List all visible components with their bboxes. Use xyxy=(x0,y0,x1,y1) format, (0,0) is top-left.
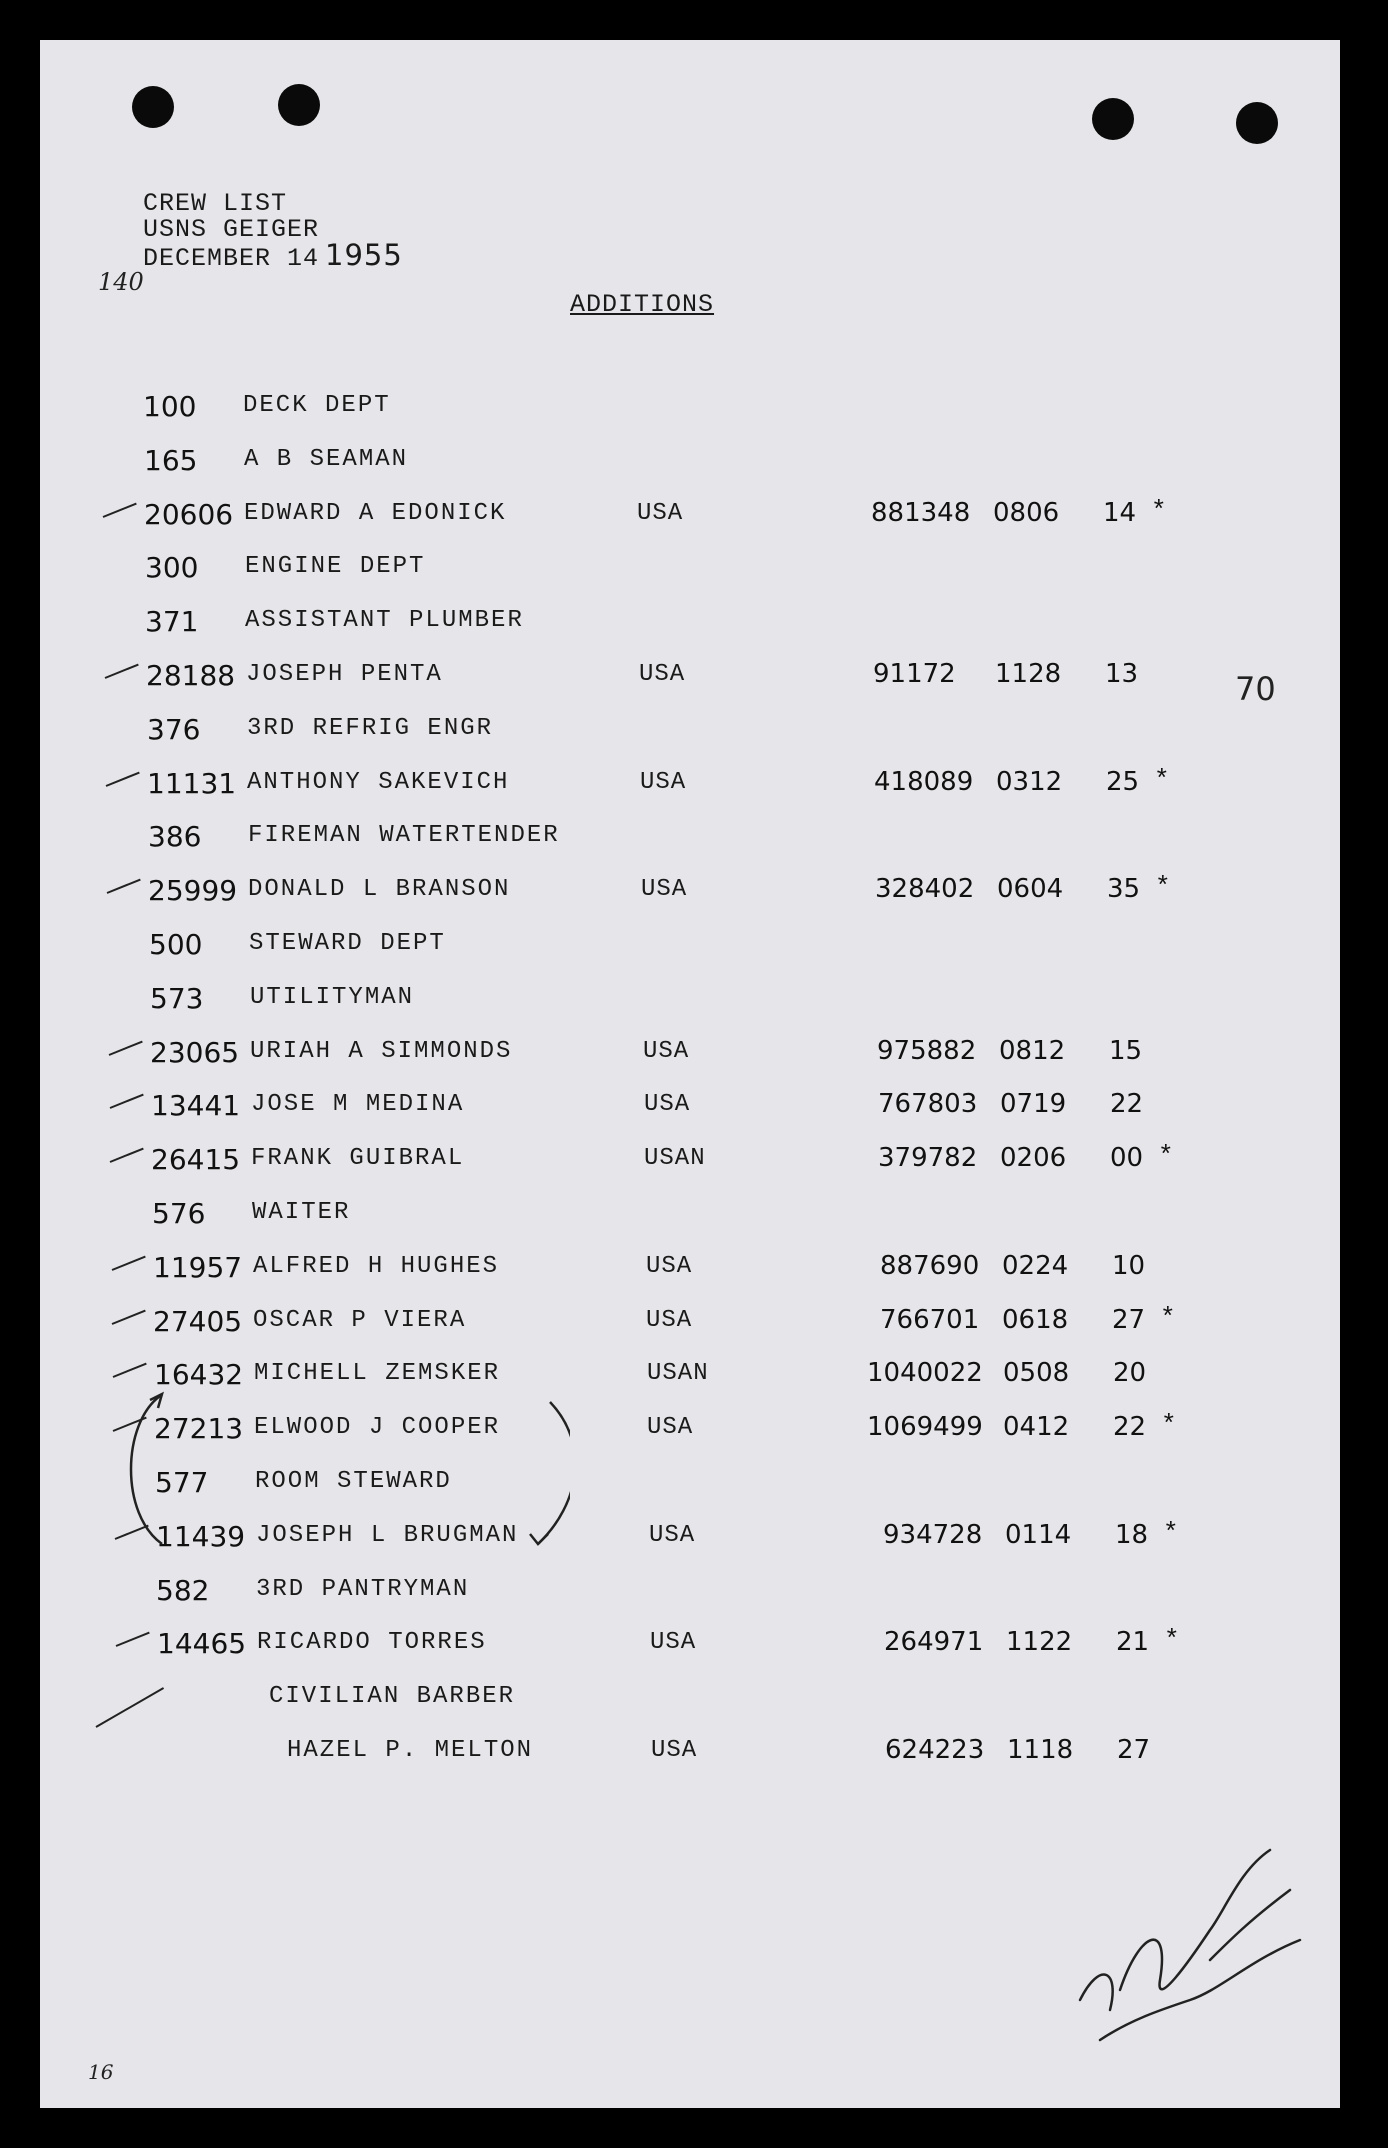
row-star-mark: * xyxy=(1155,872,1171,902)
row-age: 14 xyxy=(1103,498,1137,528)
row-citizenship: USAN xyxy=(644,1145,706,1172)
row-name: STEWARD DEPT xyxy=(249,930,446,957)
check-mark xyxy=(103,503,137,518)
row-number: 418089 xyxy=(874,767,974,797)
row-name: DONALD L BRANSON xyxy=(248,876,511,903)
header-date-day: DECEMBER 14 xyxy=(143,244,320,273)
row-code: 16432 xyxy=(154,1358,244,1391)
row-name: ANTHONY SAKEVICH xyxy=(247,769,510,796)
row-age: 22 xyxy=(1113,1412,1147,1442)
row-code: 26415 xyxy=(151,1143,241,1176)
punch-hole xyxy=(1092,98,1134,140)
row-date-code: 0812 xyxy=(999,1036,1066,1066)
row-age: 27 xyxy=(1117,1735,1151,1765)
check-mark xyxy=(107,879,141,894)
row-code: 25999 xyxy=(148,874,238,907)
row-date-code: 0618 xyxy=(1002,1305,1069,1335)
row-code: 11439 xyxy=(156,1520,246,1553)
row-number: 379782 xyxy=(878,1143,978,1173)
row-star-mark: * xyxy=(1160,1303,1176,1333)
row-code: 573 xyxy=(150,982,204,1015)
row-name: RICARDO TORRES xyxy=(257,1629,487,1656)
header-title: CREW LIST xyxy=(143,189,288,218)
row-age: 00 xyxy=(1110,1143,1144,1173)
header-date xyxy=(143,238,403,273)
row-number: 934728 xyxy=(883,1520,983,1550)
row-age: 15 xyxy=(1109,1036,1143,1066)
table-row xyxy=(40,444,1340,484)
check-mark xyxy=(106,772,140,787)
table-row xyxy=(40,767,1340,807)
row-code: 27213 xyxy=(154,1412,244,1445)
row-citizenship: USA xyxy=(649,1522,696,1549)
row-age: 35 xyxy=(1107,874,1141,904)
table-row xyxy=(40,605,1340,645)
row-name: EDWARD A EDONICK xyxy=(244,500,507,527)
row-code: 13441 xyxy=(151,1089,241,1122)
row-citizenship: USA xyxy=(644,1091,691,1118)
row-code: 28188 xyxy=(146,659,236,692)
row-name: HAZEL P. MELTON xyxy=(287,1737,534,1764)
row-citizenship: USA xyxy=(647,1414,694,1441)
row-name: ALFRED H HUGHES xyxy=(253,1253,500,1280)
punch-hole xyxy=(132,86,174,128)
row-name: FIREMAN WATERTENDER xyxy=(248,822,560,849)
table-row xyxy=(40,820,1340,860)
check-mark xyxy=(109,1041,143,1056)
row-date-code: 0412 xyxy=(1003,1412,1070,1442)
row-citizenship: USAN xyxy=(647,1360,709,1387)
row-name: UTILITYMAN xyxy=(250,984,415,1011)
check-mark xyxy=(112,1310,146,1325)
margin-note-top-left: 140 xyxy=(98,268,144,296)
row-citizenship: USA xyxy=(639,661,686,688)
row-number: 767803 xyxy=(878,1089,978,1119)
row-citizenship: USA xyxy=(646,1307,693,1334)
check-mark xyxy=(116,1632,150,1647)
row-name: A B SEAMAN xyxy=(244,446,409,473)
row-age: 21 xyxy=(1116,1627,1150,1657)
row-name: URIAH A SIMMONDS xyxy=(250,1038,513,1065)
table-row xyxy=(40,659,1340,699)
row-number: 766701 xyxy=(880,1305,980,1335)
table-row xyxy=(40,713,1340,753)
section-title: ADDITIONS xyxy=(570,290,715,319)
row-name: JOSE M MEDINA xyxy=(251,1091,465,1118)
row-citizenship: USA xyxy=(641,876,688,903)
table-row xyxy=(40,551,1340,591)
row-number: 264971 xyxy=(884,1627,984,1657)
row-citizenship: USA xyxy=(640,769,687,796)
signature xyxy=(1060,1810,1320,2050)
table-row xyxy=(40,1197,1340,1237)
table-row xyxy=(40,1735,1340,1775)
row-date-code: 1118 xyxy=(1007,1735,1074,1765)
row-date-code: 0806 xyxy=(993,498,1060,528)
row-age: 18 xyxy=(1115,1520,1149,1550)
table-row xyxy=(40,1305,1340,1345)
row-name: JOSEPH L BRUGMAN xyxy=(256,1522,519,1549)
row-date-code: 0114 xyxy=(1005,1520,1072,1550)
row-citizenship: USA xyxy=(637,500,684,527)
row-code: 20606 xyxy=(144,498,234,531)
row-code: 376 xyxy=(147,713,201,746)
row-star-mark: * xyxy=(1161,1410,1177,1440)
table-row xyxy=(40,498,1340,538)
row-code: 300 xyxy=(145,551,199,584)
check-mark xyxy=(113,1363,147,1378)
check-mark xyxy=(105,664,139,679)
row-date-code: 1122 xyxy=(1006,1627,1073,1657)
row-star-mark: * xyxy=(1164,1625,1180,1655)
row-code: 100 xyxy=(143,390,197,423)
row-name: ROOM STEWARD xyxy=(255,1468,452,1495)
row-name: MICHELL ZEMSKER xyxy=(254,1360,501,1387)
row-code: 27405 xyxy=(153,1305,243,1338)
row-number: 975882 xyxy=(877,1036,977,1066)
row-name: FRANK GUIBRAL xyxy=(251,1145,465,1172)
row-code: 500 xyxy=(149,928,203,961)
row-code: 11957 xyxy=(153,1251,243,1284)
row-age: 25 xyxy=(1106,767,1140,797)
row-number: 624223 xyxy=(885,1735,985,1765)
row-date-code: 0604 xyxy=(997,874,1064,904)
row-code: 582 xyxy=(156,1574,210,1607)
row-age: 13 xyxy=(1105,659,1139,689)
row-code: 23065 xyxy=(150,1036,240,1069)
row-date-code: 0719 xyxy=(1000,1089,1067,1119)
row-number: 887690 xyxy=(880,1251,980,1281)
table-row xyxy=(40,1681,1340,1721)
row-name: CIVILIAN BARBER xyxy=(269,1683,516,1710)
row-citizenship: USA xyxy=(651,1737,698,1764)
check-mark xyxy=(110,1148,144,1163)
row-code: 576 xyxy=(152,1197,206,1230)
table-row xyxy=(40,1143,1340,1183)
check-mark xyxy=(110,1094,144,1109)
row-name: ELWOOD J COOPER xyxy=(254,1414,501,1441)
row-age: 10 xyxy=(1112,1251,1146,1281)
row-star-mark: * xyxy=(1154,765,1170,795)
row-citizenship: USA xyxy=(650,1629,697,1656)
row-name: 3RD REFRIG ENGR xyxy=(247,715,494,742)
row-code: 371 xyxy=(145,605,199,638)
punch-hole xyxy=(1236,102,1278,144)
bracket-annotation xyxy=(120,1384,570,1584)
row-code: 165 xyxy=(144,444,198,477)
row-date-code: 1128 xyxy=(995,659,1062,689)
row-name: ASSISTANT PLUMBER xyxy=(245,607,524,634)
row-code: 14465 xyxy=(157,1627,247,1660)
row-number: 1040022 xyxy=(867,1358,983,1388)
row-name: ENGINE DEPT xyxy=(245,553,426,580)
row-code: 386 xyxy=(148,820,202,853)
row-date-code: 0312 xyxy=(996,767,1063,797)
row-number: 1069499 xyxy=(867,1412,983,1442)
row-star-mark: * xyxy=(1151,496,1167,526)
table-row xyxy=(40,1627,1340,1667)
header-ship: USNS GEIGER xyxy=(143,215,320,244)
margin-note-bottom-left: 16 xyxy=(88,2060,114,2084)
row-code: 577 xyxy=(155,1466,209,1499)
row-age: 27 xyxy=(1112,1305,1146,1335)
row-star-mark: * xyxy=(1158,1141,1174,1171)
table-row xyxy=(40,390,1340,430)
row-name: JOSEPH PENTA xyxy=(246,661,443,688)
row-citizenship: USA xyxy=(643,1038,690,1065)
punch-hole xyxy=(278,84,320,126)
margin-page-number: 70 xyxy=(1235,670,1276,708)
table-row xyxy=(40,1251,1340,1291)
table-row xyxy=(40,1036,1340,1076)
row-citizenship: USA xyxy=(646,1253,693,1280)
row-name: WAITER xyxy=(252,1199,351,1226)
row-name: 3RD PANTRYMAN xyxy=(256,1576,470,1603)
table-row xyxy=(40,874,1340,914)
table-row xyxy=(40,1089,1340,1129)
header-date-year: 1955 xyxy=(325,238,403,272)
row-name: OSCAR P VIERA xyxy=(253,1307,467,1334)
document-page xyxy=(40,40,1340,2108)
table-row xyxy=(40,928,1340,968)
row-date-code: 0206 xyxy=(1000,1143,1067,1173)
row-name: DECK DEPT xyxy=(243,392,391,419)
row-star-mark: * xyxy=(1163,1518,1179,1548)
row-code: 11131 xyxy=(147,767,237,800)
row-number: 91172 xyxy=(873,659,956,689)
table-row xyxy=(40,982,1340,1022)
row-number: 328402 xyxy=(875,874,975,904)
row-date-code: 0224 xyxy=(1002,1251,1069,1281)
row-age: 22 xyxy=(1110,1089,1144,1119)
check-mark xyxy=(112,1256,146,1271)
row-age: 20 xyxy=(1113,1358,1147,1388)
row-number: 881348 xyxy=(871,498,971,528)
row-date-code: 0508 xyxy=(1003,1358,1070,1388)
